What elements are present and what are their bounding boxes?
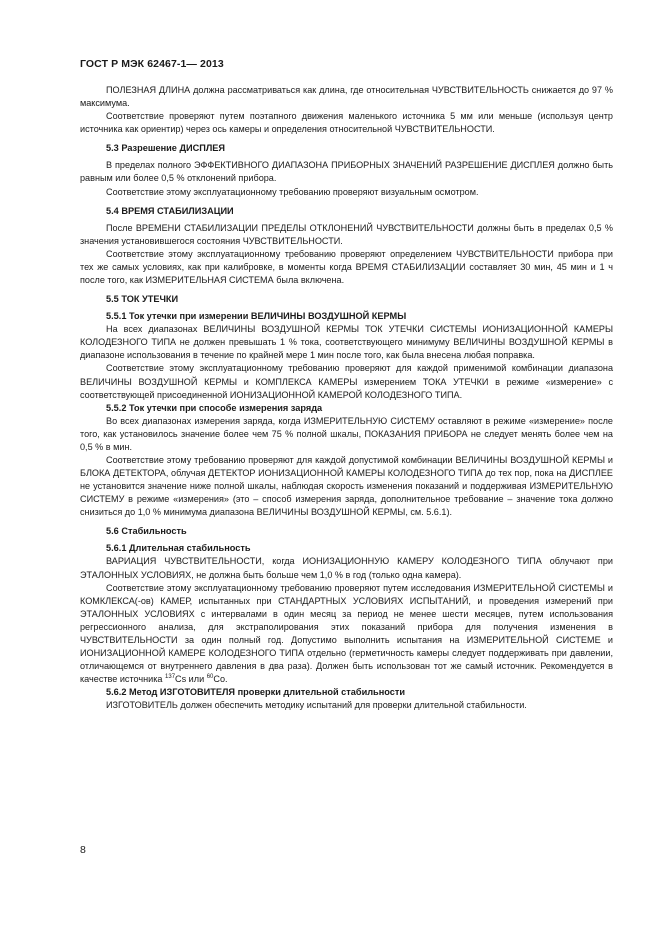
paragraph: Соответствие этому эксплуатационному требованию проверяют визуальным осмотром.: [106, 186, 479, 197]
isotope-mass: 60: [206, 674, 214, 681]
paragraph: ИЗГОТОВИТЕЛЬ должен обеспечить методику испытаний для проверки длительной стабильности.: [106, 700, 527, 711]
paragraph: Соответствие проверяют путем поэтапного движения маленького источника 5 мм или меньше (используя центр источника как ориентир) через ось камеры и определения относительной ЧУВСТВИТЕЛЬНОСТИ.: [80, 111, 613, 135]
section-heading-5-6-2: 5.6.2 Метод ИЗГОТОВИТЕЛЯ проверки длительной стабильности: [106, 687, 406, 698]
paragraph: Соответствие этому эксплуатационному требованию проверяют определением ЧУВСТВИТЕЛЬНОСТИ прибора при тех же самых условиях, как при калибровке, в моменты когда ВРЕМЯ СТАБИЛИЗАЦИИ составляет 30 мин, 45 мин и 1 ч после того, как ИЗМЕРИТЕЛЬНАЯ СИСТЕМА была включена.: [80, 248, 613, 286]
section-heading-5-5-2: 5.5.2 Ток утечки при способе измерения заряда: [106, 402, 323, 413]
section-heading-5-5-1: 5.5.1 Ток утечки при измерении ВЕЛИЧИНЫ ВОЗДУШНОЙ КЕРМЫ: [106, 311, 407, 322]
isotope-symbol: Co.: [213, 674, 228, 685]
paragraph: На всех диапазонах ВЕЛИЧИНЫ ВОЗДУШНОЙ КЕРМЫ ТОК УТЕЧКИ СИСТЕМЫ ИОНИЗАЦИОННОЙ КАМЕРЫ КОЛОДЕЗНОГО ТИПА не должен превышать 1 % тока, соответствующего минимуму ВЕЛИЧИНЫ ВОЗДУШНОЙ КЕРМЫ в диапазоне использования в течение по крайней мере 1 мин после того, как была внесена любая поправка.: [80, 324, 613, 361]
isotope-symbol: Cs: [175, 674, 187, 685]
document-header: ГОСТ Р МЭК 62467-1— 2013: [80, 58, 224, 70]
paragraph: После ВРЕМЕНИ СТАБИЛИЗАЦИИ ПРЕДЕЛЫ ОТКЛОНЕНИЙ ЧУВСТВИТЕЛЬНОСТИ должны быть в пределах 0,5 % значения установившегося состояния ЧУВСТВИТЕЛЬНОСТИ.: [80, 222, 613, 246]
paragraph-text: Соответствие этому эксплуатационному требованию проверяют путем исследования ИЗМЕРИТЕЛЬНОЙ СИСТЕМЫ и КОМКЛЕКСА(-ов) КАМЕР, испытанных при СТАНДАРТНЫХ УСЛОВИЯХ ИСПЫТАНИЙ, и проведения измерений при ЭТАЛОННЫХ УСЛОВИЯХ с интервалами в один месяц за период не менее шести месяцев, путем использования регрессионного анализа, для экстраполирования этих показаний прибора для получения изменения в ЧУВСТВИТЕЛЬНОСТИ за один полный год. Допустимо выполнить испытания на ИЗМЕРИТЕЛЬНОЙ СИСТЕМЕ и ИОНИЗАЦИОННОЙ КАМЕРЕ КОЛОДЕЗНОГО ТИПА отдельно (герметичность камеры следует поддерживать при давлении, отличающемся от внутреннего давления в два раза). Должен быть использован тот же самый источник. Рекомендуется в качестве источника: [80, 582, 613, 685]
paragraph: Во всех диапазонах измерения заряда, когда ИЗМЕРИТЕЛЬНУЮ СИСТЕМУ оставляют в режиме «измерение» после того, как установилось значение более чем 75 % полной шкалы, ПОКАЗАНИЯ ПРИБОРА не следует менять более чем на 0,5 % в мин.: [80, 415, 613, 452]
section-heading-5-4: 5.4 ВРЕМЯ СТАБИЛИЗАЦИИ: [106, 205, 234, 216]
paragraph-with-isotopes: [80, 582, 613, 687]
section-heading-5-5: 5.5 ТОК УТЕЧКИ: [106, 294, 179, 305]
paragraph: Соответствие этому требованию проверяют для каждой допустимой комбинации ВЕЛИЧИНЫ ВОЗДУШНОЙ КЕРМЫ и БЛОКА ДЕТЕКТОРА, облучая ДЕТЕКТОР ИОНИЗАЦИОННОЙ КАМЕРЫ КОЛОДЕЗНОГО ТИПА до тех пор, пока на ДИСПЛЕЕ не установится значение ниже полной шкалы, наблюдая скорость изменения показаний и поддерживая ИЗМЕРИТЕЛЬНУЮ СИСТЕМУ в режиме «измерения» (это – способ измерения заряда, дополнительное требование – значение тока должно снизиться до 1,0 % минимума диапазона ВЕЛИЧИНЫ ВОЗДУШНОЙ КЕРМЫ, см. 5.6.1).: [80, 454, 613, 518]
section-heading-5-3: 5.3 Разрешение ДИСПЛЕЯ: [106, 143, 226, 154]
paragraph: В пределах полного ЭФФЕКТИВНОГО ДИАПАЗОНА ПРИБОРНЫХ ЗНАЧЕНИЙ РАЗРЕШЕНИЕ ДИСПЛЕЯ должно быть равным или более 0,5 % отклонений прибора.: [80, 160, 613, 184]
section-heading-5-6-1: 5.6.1 Длительная стабильность: [106, 543, 251, 554]
paragraph: Соответствие этому эксплуатационному требованию проверяют для каждой применимой комбинации диапазона ВЕЛИЧИНЫ ВОЗДУШНОЙ КЕРМЫ и КОМПЛЕКСА КАМЕРЫ измерением ТОКА УТЕЧКИ в режиме «измерение» с соответствующей присоединенной ИОНИЗАЦИОННОЙ КАМЕРОЙ КОЛОДЕЗНОГО ТИПА.: [80, 363, 613, 400]
paragraph: ПОЛЕЗНАЯ ДЛИНА должна рассматриваться как длина, где относительная ЧУВСТВИТЕЛЬНОСТЬ снижается до 97 % максимума.: [80, 85, 613, 109]
paragraph: ВАРИАЦИЯ ЧУВСТВИТЕЛЬНОСТИ, когда ИОНИЗАЦИОННУЮ КАМЕРУ КОЛОДЕЗНОГО ТИПА облучают при ЭТАЛОННЫХ УСЛОВИЯХ, не должна быть больше чем 1,0 % в год (только одна камера).: [80, 556, 613, 580]
isotope-mass: 137: [165, 674, 176, 681]
page-number: 8: [80, 844, 86, 856]
section-heading-5-6: 5.6 Стабильность: [106, 526, 187, 537]
isotope-joiner: или: [186, 674, 207, 685]
document-body: [80, 84, 613, 712]
